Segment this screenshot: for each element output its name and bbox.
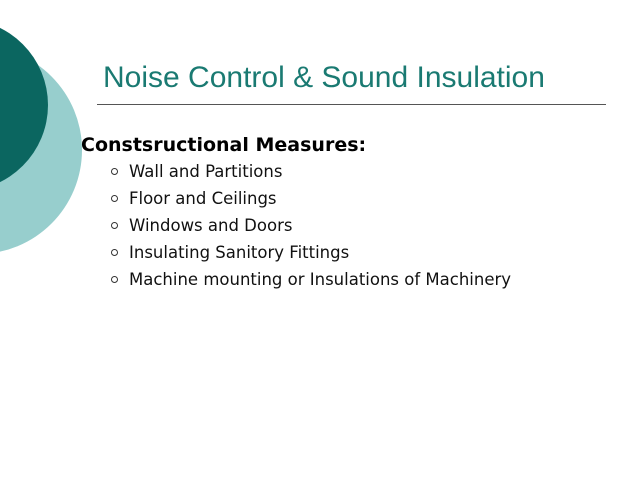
circle-bullet-icon: [111, 276, 118, 283]
section-heading: Constsructional Measures:: [81, 134, 367, 156]
decorative-circles: [0, 0, 120, 260]
bullet-text: Insulating Sanitory Fittings: [129, 243, 350, 262]
circle-bullet-icon: [111, 222, 118, 229]
circle-bullet-icon: [111, 168, 118, 175]
circle-bullet-icon: [111, 195, 118, 202]
circle-bullet-icon: [111, 249, 118, 256]
bullet-text: Floor and Ceilings: [129, 189, 277, 208]
slide-title: Noise Control & Sound Insulation: [103, 61, 545, 94]
title-divider: [97, 104, 606, 105]
bullet-text: Machine mounting or Insulations of Machinery: [129, 270, 512, 289]
bullet-text: Windows and Doors: [129, 216, 293, 235]
bullet-text: Wall and Partitions: [129, 162, 283, 181]
